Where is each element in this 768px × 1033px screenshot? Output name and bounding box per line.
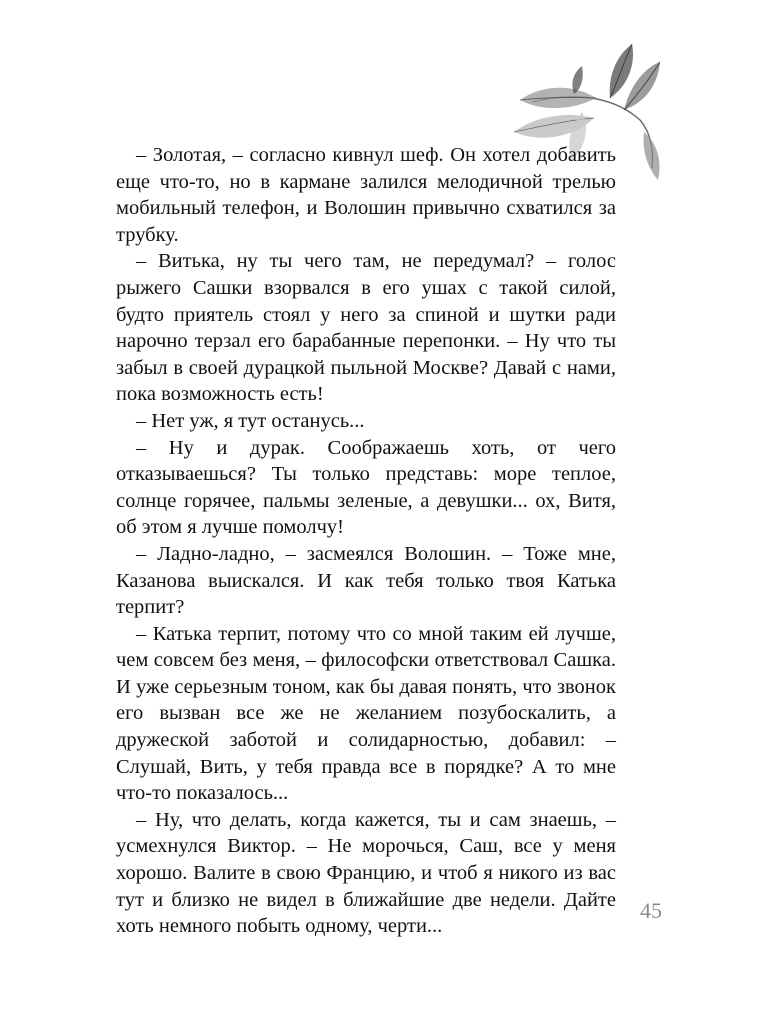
- paragraph: – Нет уж, я тут останусь...: [136, 409, 365, 432]
- paragraph: – Витька, ну ты чего там, не передумал? – голос рыжего Сашки взорвался в его ушах с такой силой, будто приятель стоял у него за спиной и шутки ради нарочно терзал его барабанные перепонки. – Ну что ты забыл в своей дурацкой пыльной Москве? Давай с нами, пока возможность есть!: [116, 250, 616, 406]
- page-number: 45: [640, 898, 662, 923]
- paragraph: – Ладно-ладно, – засмеялся Волошин. – Тоже мне, Казанова выискался. И как тебя только твоя Катька терпит?: [116, 542, 616, 619]
- paragraph: – Катька терпит, потому что со мной таким ей лучше, чем совсем без меня, – философски ответствовал Сашка. И уже серьезным тоном, как бы давая понять, что звонок его вызван все же не желанием позубоскалить, а дружеской заботой и солидарностью, добавил: – Слушай, Вить, у тебя правда все в порядке? А то мне что-то показалось...: [116, 622, 616, 805]
- paragraph: – Золотая, – согласно кивнул шеф. Он хотел добавить еще что-то, но в кармане залился мелодичной трелью мобильный телефон, и Волошин привычно схватился за трубку.: [116, 144, 616, 246]
- paragraph: – Ну, что делать, когда кажется, ты и сам знаешь, – усмехнулся Виктор. – Не морочься, Саш, все у меня хорошо. Валите в свою Францию, и чтоб я никого из вас тут и близко не видел в ближайшие две недели. Дайте хоть немного побыть одному, черти...: [116, 808, 616, 938]
- body-text: [116, 142, 616, 940]
- paragraph: – Ну и дурак. Соображаешь хоть, от чего отказываешься? Ты только представь: море теплое, солнце горячее, пальмы зеленые, а девушки... ох, Витя, об этом я лучше помолчу!: [116, 436, 616, 539]
